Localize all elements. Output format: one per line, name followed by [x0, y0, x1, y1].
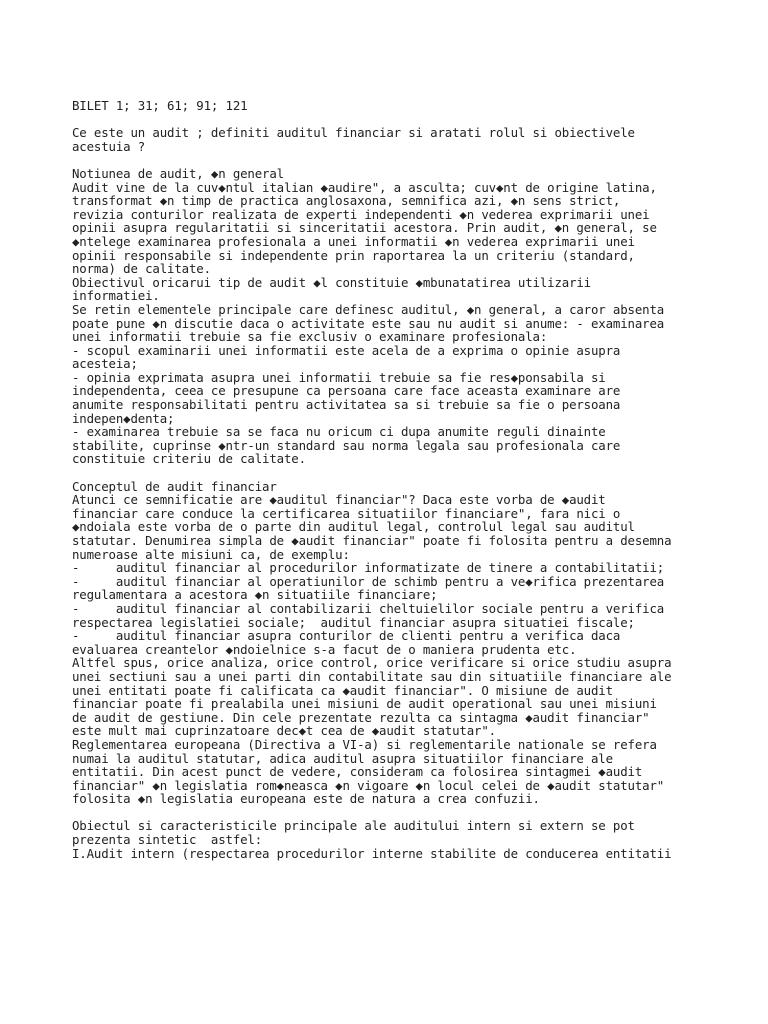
- text-line: constituie criteriu de calitate.: [72, 451, 306, 467]
- text-line: indepen◆denta;: [72, 410, 175, 426]
- text-line: Altfel spus, orice analiza, orice control, orice verificare si orice studiu asupra: [72, 655, 672, 671]
- text-line: norma) de calitate.: [72, 261, 211, 277]
- text-line: Notiunea de audit, ◆n general: [72, 165, 284, 181]
- text-line: este mult mai cuprinzatoare dec◆t cea de ◆audit statutar".: [72, 723, 496, 739]
- text-line: anumite responsabilitati pentru activitatea sa si trebuie sa fie o persoana: [72, 397, 621, 413]
- text-line: independenta, ceea ce presupune ca persoana care face aceasta examinare are: [72, 383, 621, 399]
- text-line: stabilite, cuprinse ◆ntr-un standard sau norma legala sau profesionala care: [72, 437, 621, 453]
- text-line: - auditul financiar al operatiunilor de schimb pentru a ve◆rifica prezentarea: [72, 573, 665, 589]
- text-line: entitatii. Din acest punct de vedere, consideram ca folosirea sintagmei ◆audit: [72, 764, 643, 780]
- text-line: Obiectul si caracteristicile principale ale auditului intern si extern se pot: [72, 818, 635, 834]
- text-line: opinii responsabile si independente prin raportarea la un criteriu (standard,: [72, 247, 635, 263]
- text-line: Se retin elementele principale care definesc auditul, ◆n general, a caror absenta: [72, 301, 665, 317]
- text-line: - scopul examinarii unei informatii este acela de a exprima o opinie asupra: [72, 342, 621, 358]
- text-line: folosita ◆n legislatia europeana este de natura a crea confuzii.: [72, 791, 540, 807]
- blank-line: [72, 806, 732, 820]
- text-line: - auditul financiar asupra conturilor de clienti pentru a verifica daca: [72, 628, 621, 644]
- text-line: numai la auditul statutar, adica auditul asupra situatiilor financiare ale: [72, 750, 613, 766]
- text-line: revizia conturilor realizata de experti independenti ◆n vederea exprimarii unei: [72, 206, 650, 222]
- text-line: Ce este un audit ; definiti auditul financiar si aratati rolul si obiectivele: [72, 125, 635, 141]
- text-line: ◆ndoiala este vorba de o parte din auditul legal, controlul legal sau auditul: [72, 519, 635, 535]
- document-text: [72, 99, 732, 860]
- text-line: financiar poate fi prealabila unei misiuni de audit operational sau unei misiuni: [72, 696, 657, 712]
- text-line: - auditul financiar al contabilizarii cheltuielilor sociale pentru a verifica: [72, 600, 665, 616]
- text-line: unei informatii trebuie sa fie exclusiv o examinare profesionala:: [72, 329, 548, 345]
- text-line: Reglementarea europeana (Directiva a VI-a) si reglementarile nationale se refera: [72, 736, 657, 752]
- text-line: financiar care conduce la certificarea situatiilor financiare", fara nici o: [72, 505, 621, 521]
- text-line: Atunci ce semnificatie are ◆auditul financiar"? Daca este vorba de ◆audit: [72, 492, 606, 508]
- text-line: statutar. Denumirea simpla de ◆audit financiar" poate fi folosita pentru a desemna: [72, 533, 672, 548]
- text-line: financiar" ◆n legislatia rom◆neasca ◆n vigoare ◆n locul celei de ◆audit statutar": [72, 777, 665, 793]
- text-line: poate pune ◆n discutie daca o activitate este sau nu audit si anume: - examinarea: [72, 315, 665, 331]
- text-line: transformat ◆n timp de practica anglosaxona, semnifica azi, ◆n sens strict,: [72, 193, 621, 209]
- text-line: de audit de gestiune. Din cele prezentate rezulta ca sintagma ◆audit financiar": [72, 709, 650, 725]
- text-line: prezenta sintetic astfel:: [72, 832, 263, 848]
- text-line: unei entitati poate fi calificata ca ◆audit financiar". O misiune de audit: [72, 682, 613, 698]
- text-line: - auditul financiar al procedurilor informatizate de tinere a contabilitatii;: [72, 560, 665, 576]
- text-line: numeroase alte misiuni ca, de exemplu:: [72, 546, 350, 562]
- blank-line: [72, 153, 732, 167]
- text-line: regulamentara a acestora ◆n situatiile financiare;: [72, 587, 438, 603]
- text-line: informatiei.: [72, 288, 160, 304]
- blank-line: [72, 113, 732, 127]
- text-line: evaluarea creantelor ◆ndoielnice s-a facut de o maniera prudenta etc.: [72, 641, 577, 657]
- text-line: opinii asupra regularitatii si sinceritatii acestora. Prin audit, ◆n general, se: [72, 220, 657, 236]
- text-line: acestuia ?: [72, 138, 146, 154]
- text-line: Audit vine de la cuv◆ntul italian ◆audire", a asculta; cuv◆nt de origine latina,: [72, 179, 657, 195]
- text-line: Conceptul de audit financiar: [72, 478, 277, 494]
- text-line: - opinia exprimata asupra unei informatii trebuie sa fie res◆ponsabila si: [72, 369, 606, 385]
- text-line: - examinarea trebuie sa se faca nu oricum ci dupa anumite reguli dinainte: [72, 424, 606, 440]
- text-line: I.Audit intern (respectarea procedurilor interne stabilite de conducerea entitatii: [72, 845, 672, 861]
- text-line: acesteia;: [72, 356, 138, 372]
- text-line: respectarea legislatiei sociale; auditul financiar asupra situatiei fiscale;: [72, 614, 635, 630]
- blank-line: [72, 466, 732, 480]
- text-line: ◆ntelege examinarea profesionala a unei informatii ◆n vederea exprimarii unei: [72, 233, 635, 249]
- text-line: Obiectivul oricarui tip de audit ◆l constituie ◆mbunatatirea utilizarii: [72, 274, 591, 290]
- text-line: BILET 1; 31; 61; 91; 121: [72, 98, 248, 113]
- text-line: unei sectiuni sau a unei parti din contabilitate sau din situatiile financiare ale: [72, 668, 672, 684]
